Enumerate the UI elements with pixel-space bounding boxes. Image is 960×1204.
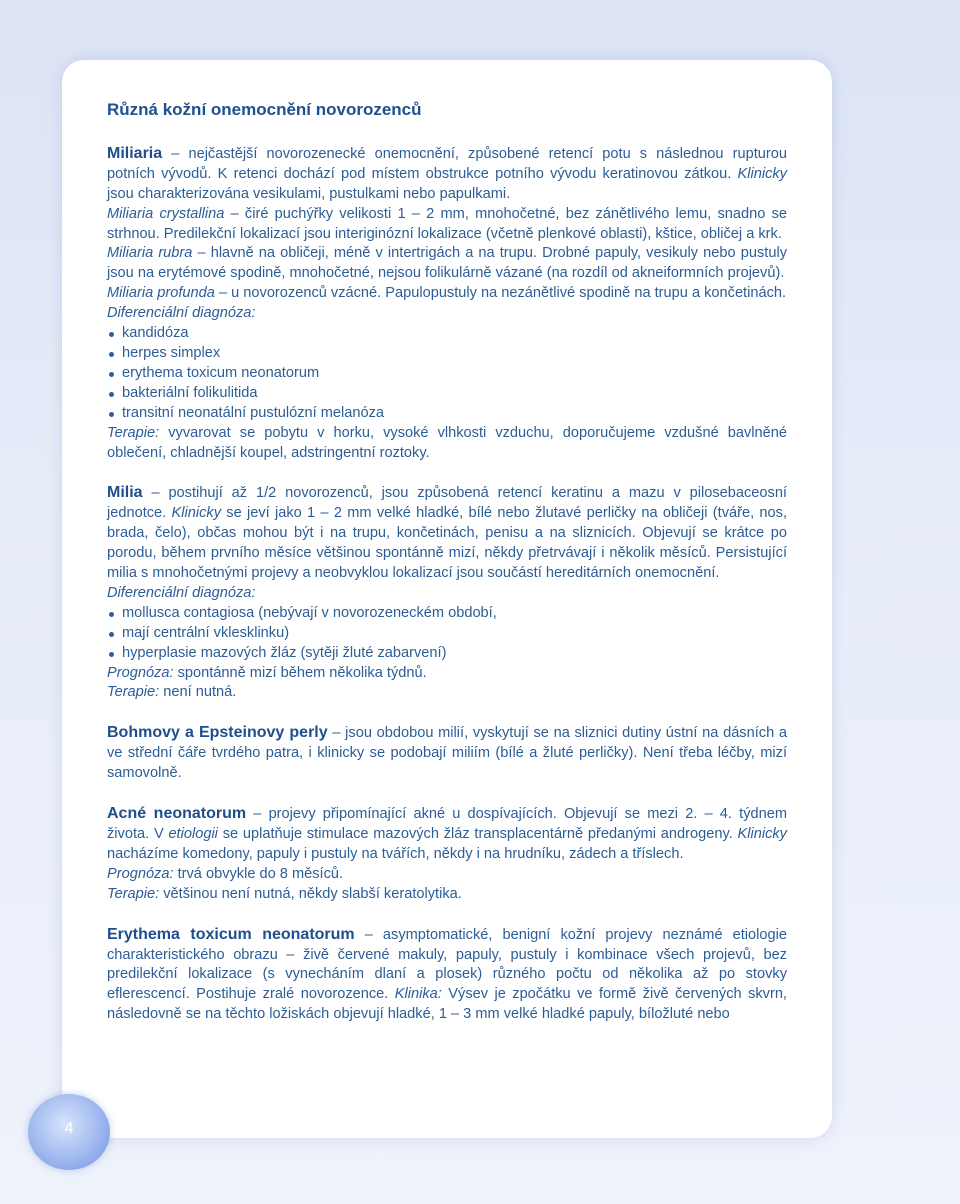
etn-term: Erythema toxicum neonatorum: [107, 925, 355, 943]
page-number: 4: [64, 1120, 74, 1137]
miliaria-profunda: [107, 284, 787, 304]
terapie-label: Terapie:: [107, 885, 160, 902]
bohn-term: Bohmovy a Epsteinovy perly: [107, 724, 328, 742]
list-item: mollusca contagiosa (nebývají v novorozeneckém období,: [107, 604, 787, 624]
acne-prognoza: [107, 865, 787, 885]
page-title: Různá kožní onemocnění novorozenců: [107, 100, 422, 119]
milia-klinicky-label: Klinicky: [171, 505, 221, 522]
terapie-label: Terapie:: [107, 424, 160, 441]
milia-dd-label: Diferenciální diagnóza:: [107, 584, 256, 601]
miliaria-klinicky-text: jsou charakterizována vesikulami, pustulkami nebo papulkami.: [107, 185, 511, 202]
list-item: erythema toxicum neonatorum: [107, 364, 787, 384]
miliaria-klinicky-label: Klinicky: [737, 165, 787, 182]
list-item: kandidóza: [107, 324, 787, 344]
miliaria-intro-text: – nejčastější novorozenecké onemocnění, způsobené retencí potu s následnou rupturou potních vývodů. K retenci dochází pod místem obstrukce potního vývodu keratinovou zátkou.: [107, 145, 787, 182]
milia-term: Milia: [107, 484, 143, 502]
profunda-text: – u novorozenců vzácné. Papulopustuly na nezánětlivé spodině na trupu a končetinách.: [214, 285, 787, 302]
etiologii-text: se uplatňuje stimulace mazových žláz transplacentárně předanými androgeny.: [217, 826, 733, 842]
list-item: mají centrální vklesklinku): [107, 624, 787, 644]
miliaria-dd-label: Diferenciální diagnóza:: [107, 305, 256, 322]
miliaria-term: Miliaria: [107, 144, 163, 162]
miliaria-rubra: [107, 244, 787, 284]
klinika-text: Výsev je zpočátku ve formě živě červených skvrn, následovně se na těchto ložiskách objevují hladké, 1 – 3 mm velké hladké papuly, bíložluté nebo: [107, 986, 787, 1023]
bohn-section: [107, 723, 787, 784]
terapie-text: většinou není nutná, někdy slabší keratolytika.: [159, 885, 462, 902]
milia-terapie: [107, 683, 787, 703]
bohn-text: – jsou obdobou milií, vyskytují se na sliznici dutiny ústní na dásních a ve střední čáře tvrdého patra, i klinicky se podobají miliím (bílé a žluté perličky). Není třeba léčby, mizí samovolně.: [107, 725, 787, 782]
list-item: hyperplasie mazových žláz (sytěji žluté zabarvení): [107, 644, 787, 664]
milia-intro-text: – postihují až 1/2 novorozenců, jsou způsobená retencí keratinu a mazu v pilosebaceosní jednotce.: [107, 485, 787, 522]
list-item: herpes simplex: [107, 344, 787, 364]
acne-term: Acné neonatorum: [107, 805, 247, 823]
prognoza-text: trvá obvykle do 8 měsíců.: [173, 865, 344, 882]
profunda-label: Miliaria profunda: [107, 285, 215, 302]
crystallina-label: Miliaria crystallina: [107, 205, 225, 222]
terapie-text: není nutná.: [159, 684, 237, 701]
milia-dd-list: [107, 604, 787, 664]
acne-intro: [107, 804, 787, 865]
list-item: transitní neonatální pustulózní melanóza: [107, 404, 787, 424]
miliaria-crystallina: [107, 205, 787, 245]
prognoza-label: Prognóza:: [107, 865, 174, 882]
etn-section: [107, 925, 787, 1026]
crystallina-text: – čiré puchýřky velikosti 1 – 2 mm, mnohočetné, bez zánětlivého lemu, snadno se strhnou. Predilekční lokalizací jsou interiginózní lokalizace (včetně plenkové oblasti), kštice, obličej a krk.: [107, 205, 787, 242]
milia-prognoza: [107, 664, 787, 684]
etn-text: – asymptomatické, benigní kožní projevy neznámé etiologie charakteristického obrazu – živě červené makuly, papuly, pustuly i kombinace všech projevů, bez predilekční lokalizace (s vynecháním dlaní a plosek) různého počtu od několika až po stovky eflerescencí. Postihuje zralé novorozence.: [107, 926, 787, 1003]
milia-intro: [107, 483, 787, 584]
klinika-label: Klinika:: [394, 986, 442, 1003]
acne-terapie: [107, 885, 787, 905]
prognoza-label: Prognóza:: [107, 664, 174, 681]
acne-intro-text: – projevy připomínající akné u dospívajících. Objevují se mezi 2. – 4. týdnem života. V: [107, 806, 788, 842]
terapie-text: vyvarovat se pobytu v horku, vysoké vlhkosti vzduchu, doporučujeme vzdušné bavlněné oblečení, chladnější koupel, adstringentní roztoky.: [107, 424, 787, 461]
miliaria-terapie: [107, 424, 787, 464]
rubra-text: – hlavně na obličeji, méně v intertrigách a na trupu. Drobné papuly, vesikuly nebo pustuly jsou na erytémové spodině, mnohočetné, nejsou folikulárně vázané (na rozdíl od akneiformních projevů).: [107, 245, 787, 282]
miliaria-intro: [107, 144, 787, 205]
miliaria-dd-list: [107, 324, 787, 424]
acne-klinicky-label: Klinicky: [737, 826, 787, 842]
article-body: [107, 100, 787, 1025]
etiologii-label: etiologii: [168, 826, 218, 842]
milia-klinicky-text: se jeví jako 1 – 2 mm velké hladké, bílé nebo žlutavé perličky na obličeji (tváře, nos, brada, čelo), občas mohou být i na trupu, končetinách, penisu a na sliznicích. Objevují se krátce po porodu, během prvního měsíce většinou spontánně mizí, někdy přetrvávají i několik měsíců. Persistující milia s mnohočetnými projevy a neobvyklou lokalizací jsou součástí hereditárních onemocnění.: [107, 505, 788, 582]
page-number-badge: [28, 1094, 110, 1170]
list-item: bakteriální folikulitida: [107, 384, 787, 404]
terapie-label: Terapie:: [107, 684, 160, 701]
prognoza-text: spontánně mizí během několika týdnů.: [173, 664, 427, 681]
acne-klinicky-text: nacházíme komedony, papuly i pustuly na tvářích, někdy i na hrudníku, zádech a tříslech.: [107, 845, 684, 862]
rubra-label: Miliaria rubra: [107, 245, 193, 262]
